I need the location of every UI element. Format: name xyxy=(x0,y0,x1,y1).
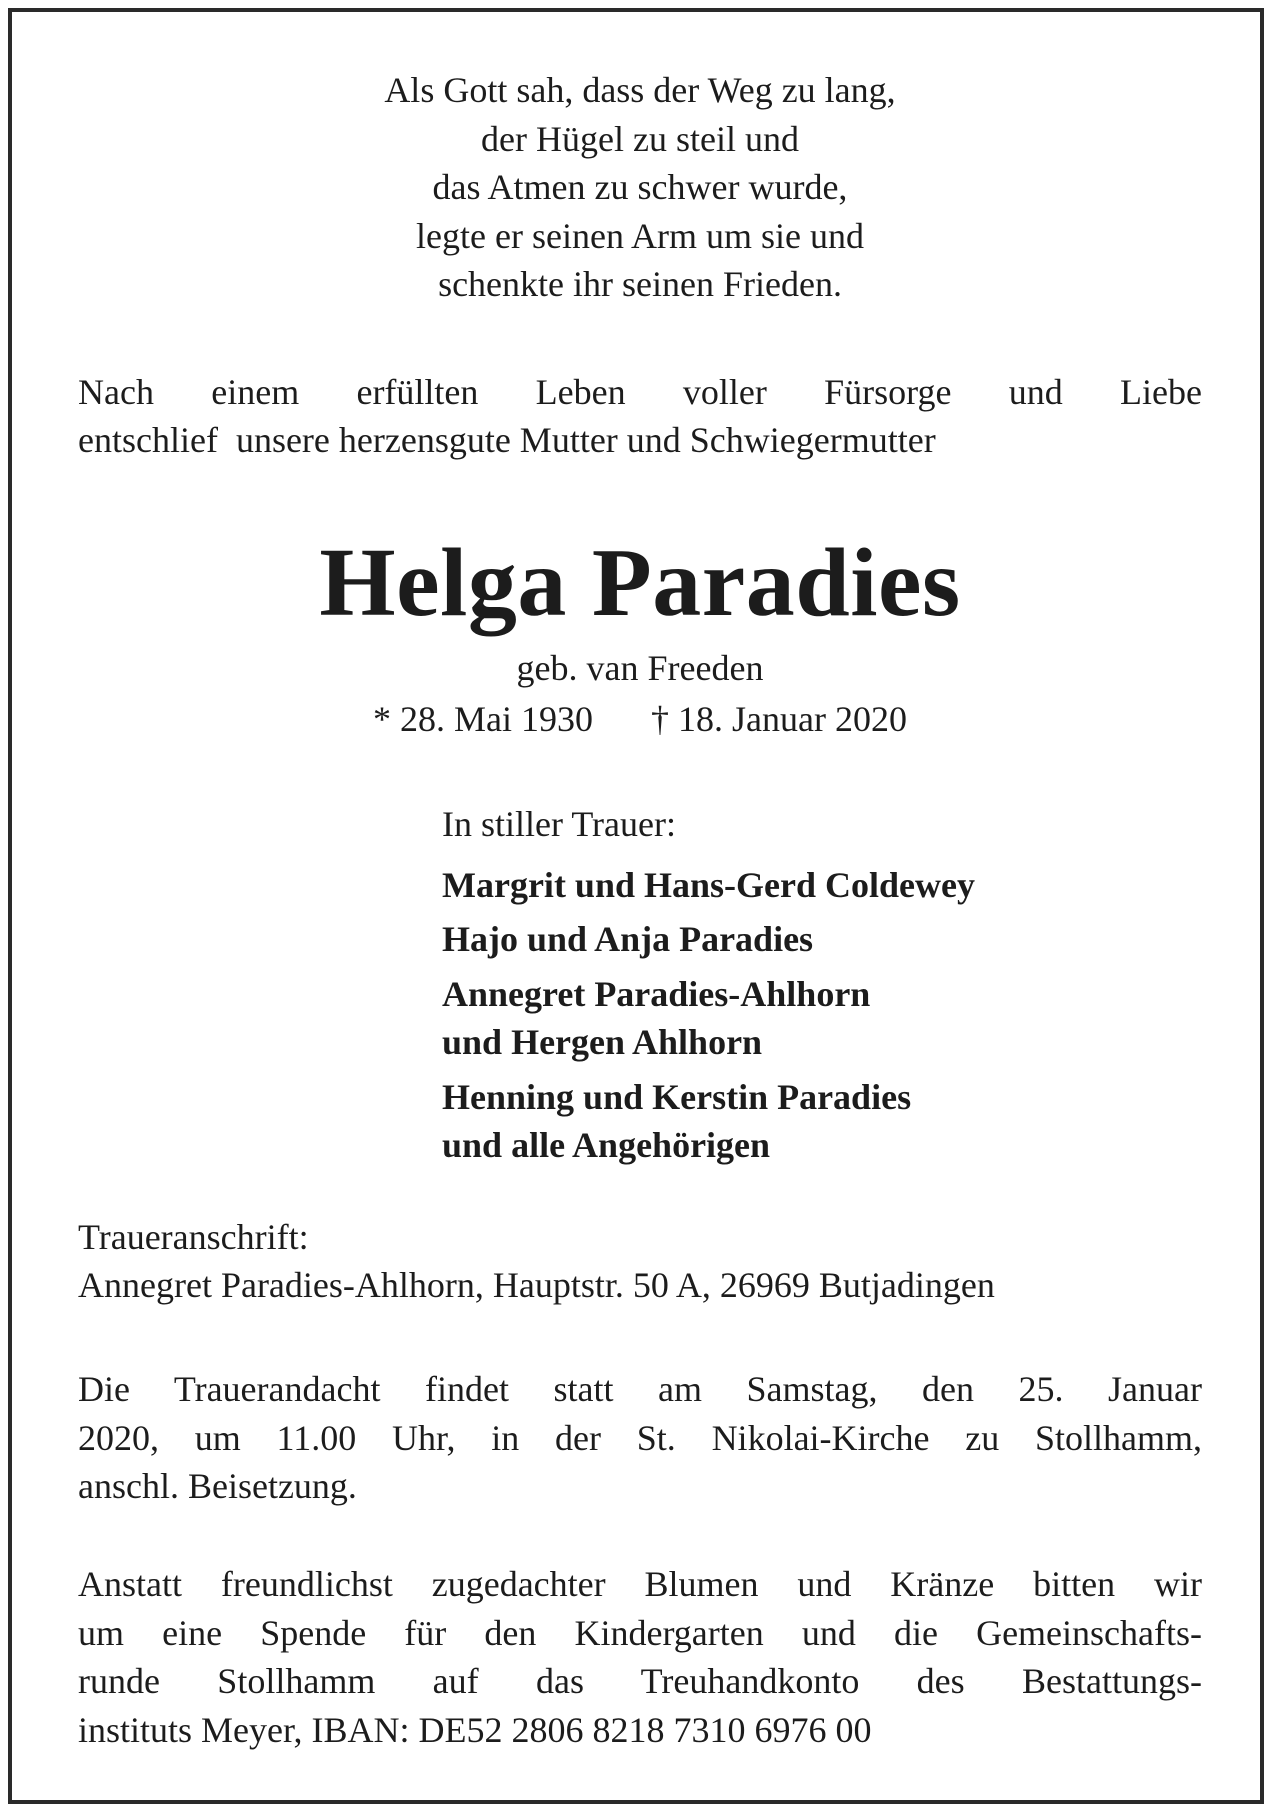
ceremony-line: Die Trauerandacht findet statt am Samstag, den 25. Januar xyxy=(78,1369,1202,1409)
ceremony-line: 2020, um 11.00 Uhr, in der St. Nikolai-Kirche zu Stollhamm, xyxy=(78,1417,1202,1458)
mourner-name: und alle Angehörigen xyxy=(442,1125,771,1165)
donation-line: runde Stollhamm auf das Treuhandkonto des Bestattungs- xyxy=(78,1661,1202,1701)
mourning-address xyxy=(78,1213,1202,1309)
mourner-name: Margrit und Hans-Gerd Coldewey xyxy=(442,864,975,905)
birth-date: * 28. Mai 1930 xyxy=(373,699,594,739)
deceased-name: Helga Paradies xyxy=(319,529,961,637)
poem-line: der Hügel zu steil und xyxy=(481,118,799,159)
mourner-name: Henning und Kerstin Paradies xyxy=(442,1076,912,1117)
poem-line: das Atmen zu schwer wurde, xyxy=(432,167,848,207)
poem-line: Als Gott sah, dass der Weg zu lang, xyxy=(384,70,896,110)
ceremony-info xyxy=(78,1365,1202,1511)
mourner-name: Annegret Paradies-Ahlhorn xyxy=(442,973,871,1014)
intro-line: entschlief unsere herzensgute Mutter und Schwiegermutter xyxy=(78,420,936,460)
mourner-group xyxy=(442,970,1242,1067)
mourner-name: und Hergen Ahlhorn xyxy=(442,1022,763,1062)
address-value: Annegret Paradies-Ahlhorn, Hauptstr. 50 A, 26969 Butjadingen xyxy=(78,1265,995,1305)
ceremony-line: anschl. Beisetzung. xyxy=(78,1466,357,1506)
life-dates xyxy=(0,695,1280,743)
poem-line: legte er seinen Arm um sie und xyxy=(416,215,864,256)
mourners-list xyxy=(442,800,1242,1176)
donation-line: um eine Spende für den Kindergarten und die Gemeinschafts- xyxy=(78,1612,1202,1653)
intro-line: Nach einem erfüllten Leben voller Fürsorge und Liebe xyxy=(78,372,1202,412)
intro-text xyxy=(78,368,1202,464)
poem-line: schenkte ihr seinen Frieden. xyxy=(438,264,842,304)
maiden-name: geb. van Freeden xyxy=(516,648,764,688)
donation-info xyxy=(78,1560,1202,1754)
death-date: † 18. Januar 2020 xyxy=(651,699,907,739)
donation-line: Anstatt freundlichst zugedachter Blumen und Kränze bitten wir xyxy=(78,1564,1202,1604)
poem xyxy=(0,66,1280,309)
mourner-group xyxy=(442,915,1242,964)
donation-line: instituts Meyer, IBAN: DE52 2806 8218 7310 6976 00 xyxy=(78,1709,872,1750)
mourners-heading: In stiller Trauer: xyxy=(442,804,676,844)
mourner-group xyxy=(442,1073,1242,1170)
mourner-group xyxy=(442,861,1242,910)
address-label: Traueranschrift: xyxy=(78,1217,309,1257)
mourner-name: Hajo und Anja Paradies xyxy=(442,919,814,959)
